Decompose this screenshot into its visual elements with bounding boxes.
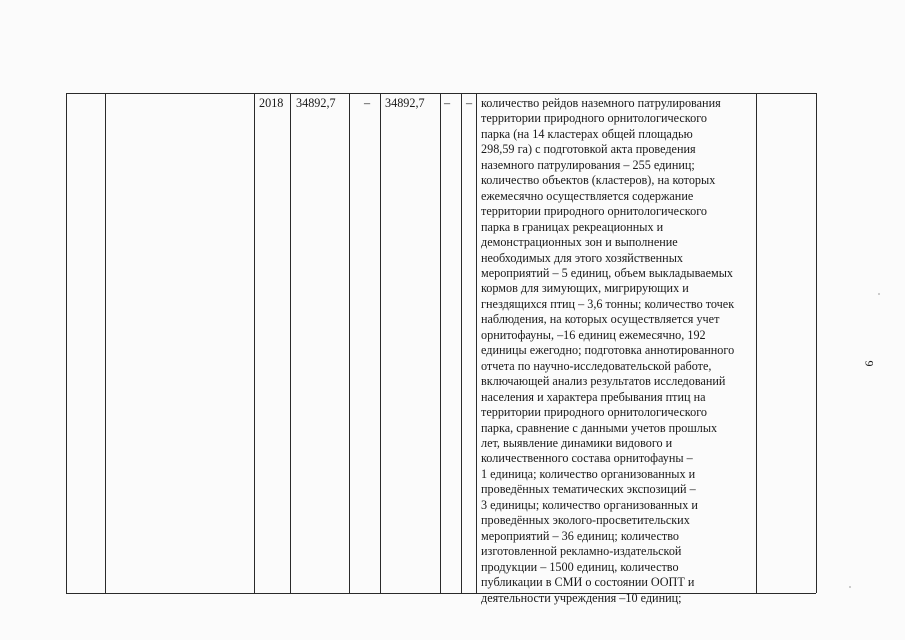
description-line: проведённых тематических экспозиций – [481,482,696,497]
description-line: изготовленной рекламно-издательской [481,544,682,559]
description-line: населения и характера пребывания птиц на [481,389,706,404]
table-column-border [816,93,817,593]
description-line: количество рейдов наземного патрулирования [481,96,721,110]
description-line: 298,59 га) с подготовкой акта проведения [481,142,696,157]
description-line: демонстрационных зон и выполнение [481,235,678,250]
description-line: парка, сравнение с данными учетов прошлых [481,420,718,435]
description-line: парка (на 14 кластерах общей площадью [481,126,693,141]
table-column-border [254,93,255,593]
description-line: ежемесячно осуществляется содержание [481,188,694,203]
cell-dash: – [364,96,371,110]
description-line: количественного состава орнитофауны – [481,451,693,466]
description-line: отчета по научно-исследовательской работе, [481,358,712,373]
table-column-border [476,93,477,593]
description-line: 3 единицы; количество организованных и [481,497,698,512]
scan-speck [878,293,880,295]
table-column-border [349,93,350,593]
description-line: территории природного орнитологического [481,111,707,126]
description-line: территории природного орнитологического [481,204,707,219]
scan-speck [849,586,851,588]
description-line: наблюдения, на которых осуществляется учет [481,312,720,327]
description-line: кормов для зимующих, мигрирующих и [481,281,689,296]
table-column-border [66,93,67,593]
description-line: территории природного орнитологического [481,405,707,420]
table-column-border [461,93,462,593]
cell-dash: – [444,96,451,110]
description-line: включающей анализ результатов исследований [481,374,726,389]
cell-dash: – [466,96,473,110]
table-column-border [290,93,291,593]
description-line: парка в границах рекреационных и [481,219,664,234]
description-line: количество объектов (кластеров), на которых [481,173,716,188]
table-column-border [380,93,381,593]
description-line: наземного патрулирования – 255 единиц; [481,157,695,172]
cell-amount-total: 34892,7 [296,96,336,110]
page-number: 9 [862,360,877,367]
table-column-border [440,93,441,593]
cell-year: 2018 [259,96,284,110]
description-line: 1 единица; количество организованных и [481,466,696,481]
description-line: необходимых для этого хозяйственных [481,250,683,265]
description-line: публикации в СМИ о состоянии ООПТ и [481,575,695,590]
table-column-border [105,93,106,593]
description-line: мероприятий – 5 единиц, объем выкладываемых [481,265,733,280]
description-line: единицы ежегодно; подготовка аннотированного [481,343,735,358]
cell-amount-budget: 34892,7 [385,96,425,110]
description-line: деятельности учреждения –10 единиц; [481,590,682,605]
description-line: гнездящихся птиц – 3,6 тонны; количество точек [481,296,735,311]
cell-description [481,96,756,606]
description-line: проведённых эколого-просветительских [481,513,690,528]
table-column-border [756,93,757,593]
description-line: лет, выявление динамики видового и [481,435,673,450]
description-line: мероприятий – 36 единиц; количество [481,528,679,543]
description-line: орнитофауны, –16 единиц ежемесячно, 192 [481,327,706,342]
description-line: продукции – 1500 единиц, количество [481,559,679,574]
